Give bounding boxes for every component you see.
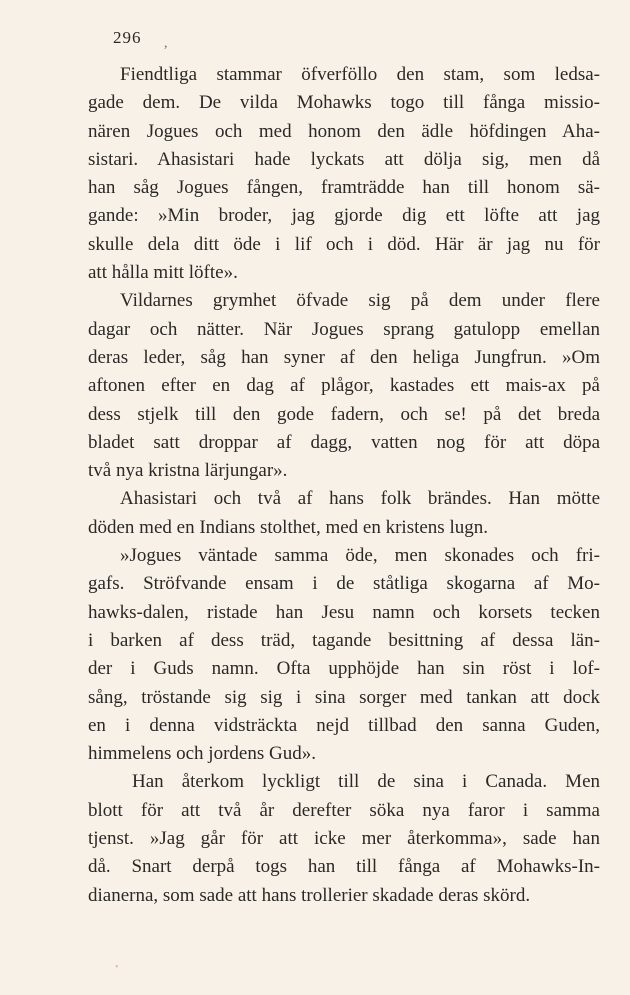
text-line-21: i barken af dess träd, tagande besittning af dessa län-: [88, 629, 600, 651]
text-line-07: skulle dela ditt öde i lif och i död. Här är jag nu för: [88, 233, 600, 255]
text-line-15: två nya kristna lärjungar».: [88, 460, 288, 482]
text-line-17: döden med en Indians stolthet, med en kristens lugn.: [88, 516, 488, 538]
text-line-01: Fiendtliga stammar öfverföllo den stam, som ledsa-: [120, 64, 600, 85]
text-line-30: dianerna, som sade att hans trollerier skadade deras skörd.: [88, 884, 531, 906]
text-line-13: dess stjelk till den gode fadern, och se! på det breda: [88, 403, 600, 425]
text-line-02: gade dem. De vilda Mohawks togo till fånga missio-: [88, 92, 600, 114]
text-line-25: himmelens och jordens Gud».: [88, 743, 316, 765]
text-line-23: sång, tröstande sig sig i sina sorger med tankan att dock: [88, 686, 600, 708]
page-body-text: [88, 61, 600, 910]
text-line-18: »Jogues väntade samma öde, men skonades och fri-: [120, 545, 600, 567]
print-mark: •: [115, 962, 119, 973]
text-line-20: hawks-dalen, ristade han Jesu namn och korsets tecken: [88, 601, 600, 623]
text-line-28: tjenst. »Jag går för att icke mer återkomma», sade han: [88, 828, 600, 850]
text-line-11: deras leder, såg han syner af den heliga Jungfrun. »Om: [88, 346, 600, 368]
print-mark: ,: [164, 36, 168, 51]
text-line-09: Vildarnes grymhet öfvade sig på dem under flere: [120, 290, 600, 312]
text-line-12: aftonen efter en dag af plågor, kastades ett mais-ax på: [88, 375, 600, 397]
text-line-26: Han återkom lyckligt till de sina i Canada. Men: [132, 771, 600, 793]
text-line-27: blott för att två år derefter söka nya faror i samma: [88, 799, 600, 821]
text-line-08: att hålla mitt löfte».: [88, 262, 238, 284]
text-line-16: Ahasistari och två af hans folk brändes. Han mötte: [120, 488, 600, 510]
text-line-22: der i Guds namn. Ofta upphöjde han sin röst i lof-: [88, 658, 600, 680]
text-line-24: en i denna vidsträckta nejd tillbad den sanna Guden,: [88, 714, 600, 736]
text-line-19: gafs. Ströfvande ensam i de ståtliga skogarna af Mo-: [88, 573, 600, 595]
text-line-03: nären Jogues och med honom den ädle höfdingen Aha-: [88, 120, 600, 142]
text-line-04: sistari. Ahasistari hade lyckats att dölja sig, men då: [88, 148, 600, 170]
page-number: 296: [113, 28, 142, 47]
text-line-06: gande: »Min broder, jag gjorde dig ett löfte att jag: [88, 205, 600, 227]
text-line-29: då. Snart derpå togs han till fånga af Mohawks-In-: [88, 856, 600, 878]
text-line-05: han såg Jogues fången, framträdde han till honom sä-: [88, 177, 600, 199]
text-line-14: bladet satt droppar af dagg, vatten nog för att döpa: [88, 431, 600, 453]
text-line-10: dagar och nätter. När Jogues sprang gatulopp emellan: [88, 318, 600, 340]
